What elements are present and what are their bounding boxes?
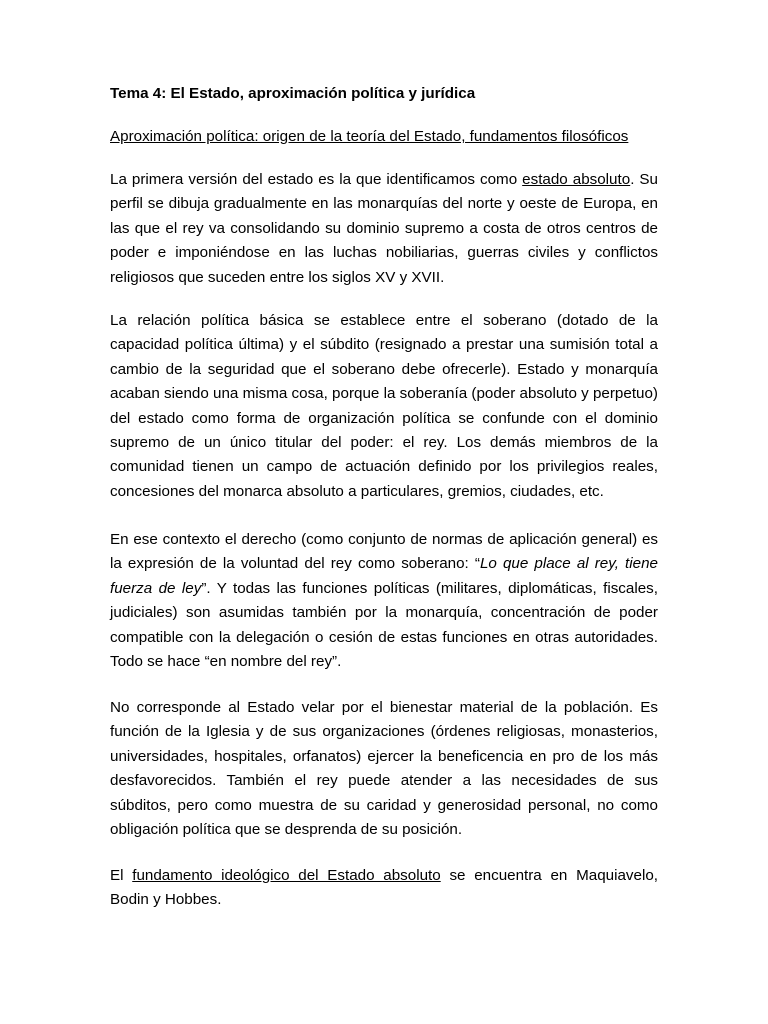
- paragraph-1-text-start: La primera versión del estado es la que identificamos como: [110, 171, 523, 188]
- paragraph-3-text-start: En ese contexto el derecho (como conjunto de normas de aplicación general) es la expresión de la voluntad del rey como soberano: “: [110, 531, 658, 573]
- paragraph-1: [110, 168, 658, 290]
- document-title: Tema 4: El Estado, aproximación política y jurídica: [110, 85, 476, 102]
- paragraph-1-text-end: . Su perfil se dibuja gradualmente en las monarquías del norte y oeste de Europa, en las que el rey va consolidando su dominio supremo a costa de otros centros de poder e imponiéndose en las luchas nobiliarias, guerras civiles y conflictos religiosos que suceden entre los siglos XV y XVII.: [110, 171, 658, 286]
- paragraph-5: [110, 864, 658, 913]
- paragraph-3-text-end: ”. Y todas las funciones políticas (militares, diplomáticas, fiscales, judiciales) son asumidas también por la monarquía, concentración de poder compatible con la delegación o cesión de estas funciones en otras autoridades. Todo se hace “en nombre del rey”.: [110, 579, 658, 671]
- paragraph-4: No corresponde al Estado velar por el bienestar material de la población. Es función de la Iglesia y de sus organizaciones (órdenes religiosas, monasterios, universidades, hospitales, orfanatos) ejercer la beneficencia en pro de los más desfavorecidos. También el rey puede atender a las necesidades de sus súbditos, pero como muestra de su caridad y generosidad personal, no como obligación política que se desprenda de su posición.: [110, 699, 658, 839]
- section-subtitle: Aproximación política: origen de la teoría del Estado, fundamentos filosóficos: [110, 128, 629, 145]
- estado-absoluto-term: estado absoluto: [522, 171, 631, 188]
- paragraph-5-text-end: se encuentra en Maquiavelo, Bodin y Hobbes.: [110, 867, 658, 909]
- paragraph-5-text-start: El: [110, 867, 133, 884]
- fundamento-ideologico-term: fundamento ideológico del Estado absoluto: [132, 867, 441, 884]
- quote-italic: Lo que place al rey, tiene fuerza de ley: [110, 555, 658, 597]
- paragraph-3: [110, 528, 658, 674]
- paragraph-2: La relación política básica se establece entre el soberano (dotado de la capacidad política última) y el súbdito (resignado a prestar una sumisión total a cambio de la seguridad que el soberano debe ofrecerle). Estado y monarquía acaban siendo una misma cosa, porque la soberanía (poder absoluto y perpetuo) del estado como forma de organización política se confunde con el dominio supremo de un único titular del poder: el rey. Los demás miembros de la comunidad tienen un campo de actuación definido por los privilegios reales, concesiones del monarca absoluto a particulares, gremios, ciudades, etc.: [110, 312, 658, 500]
